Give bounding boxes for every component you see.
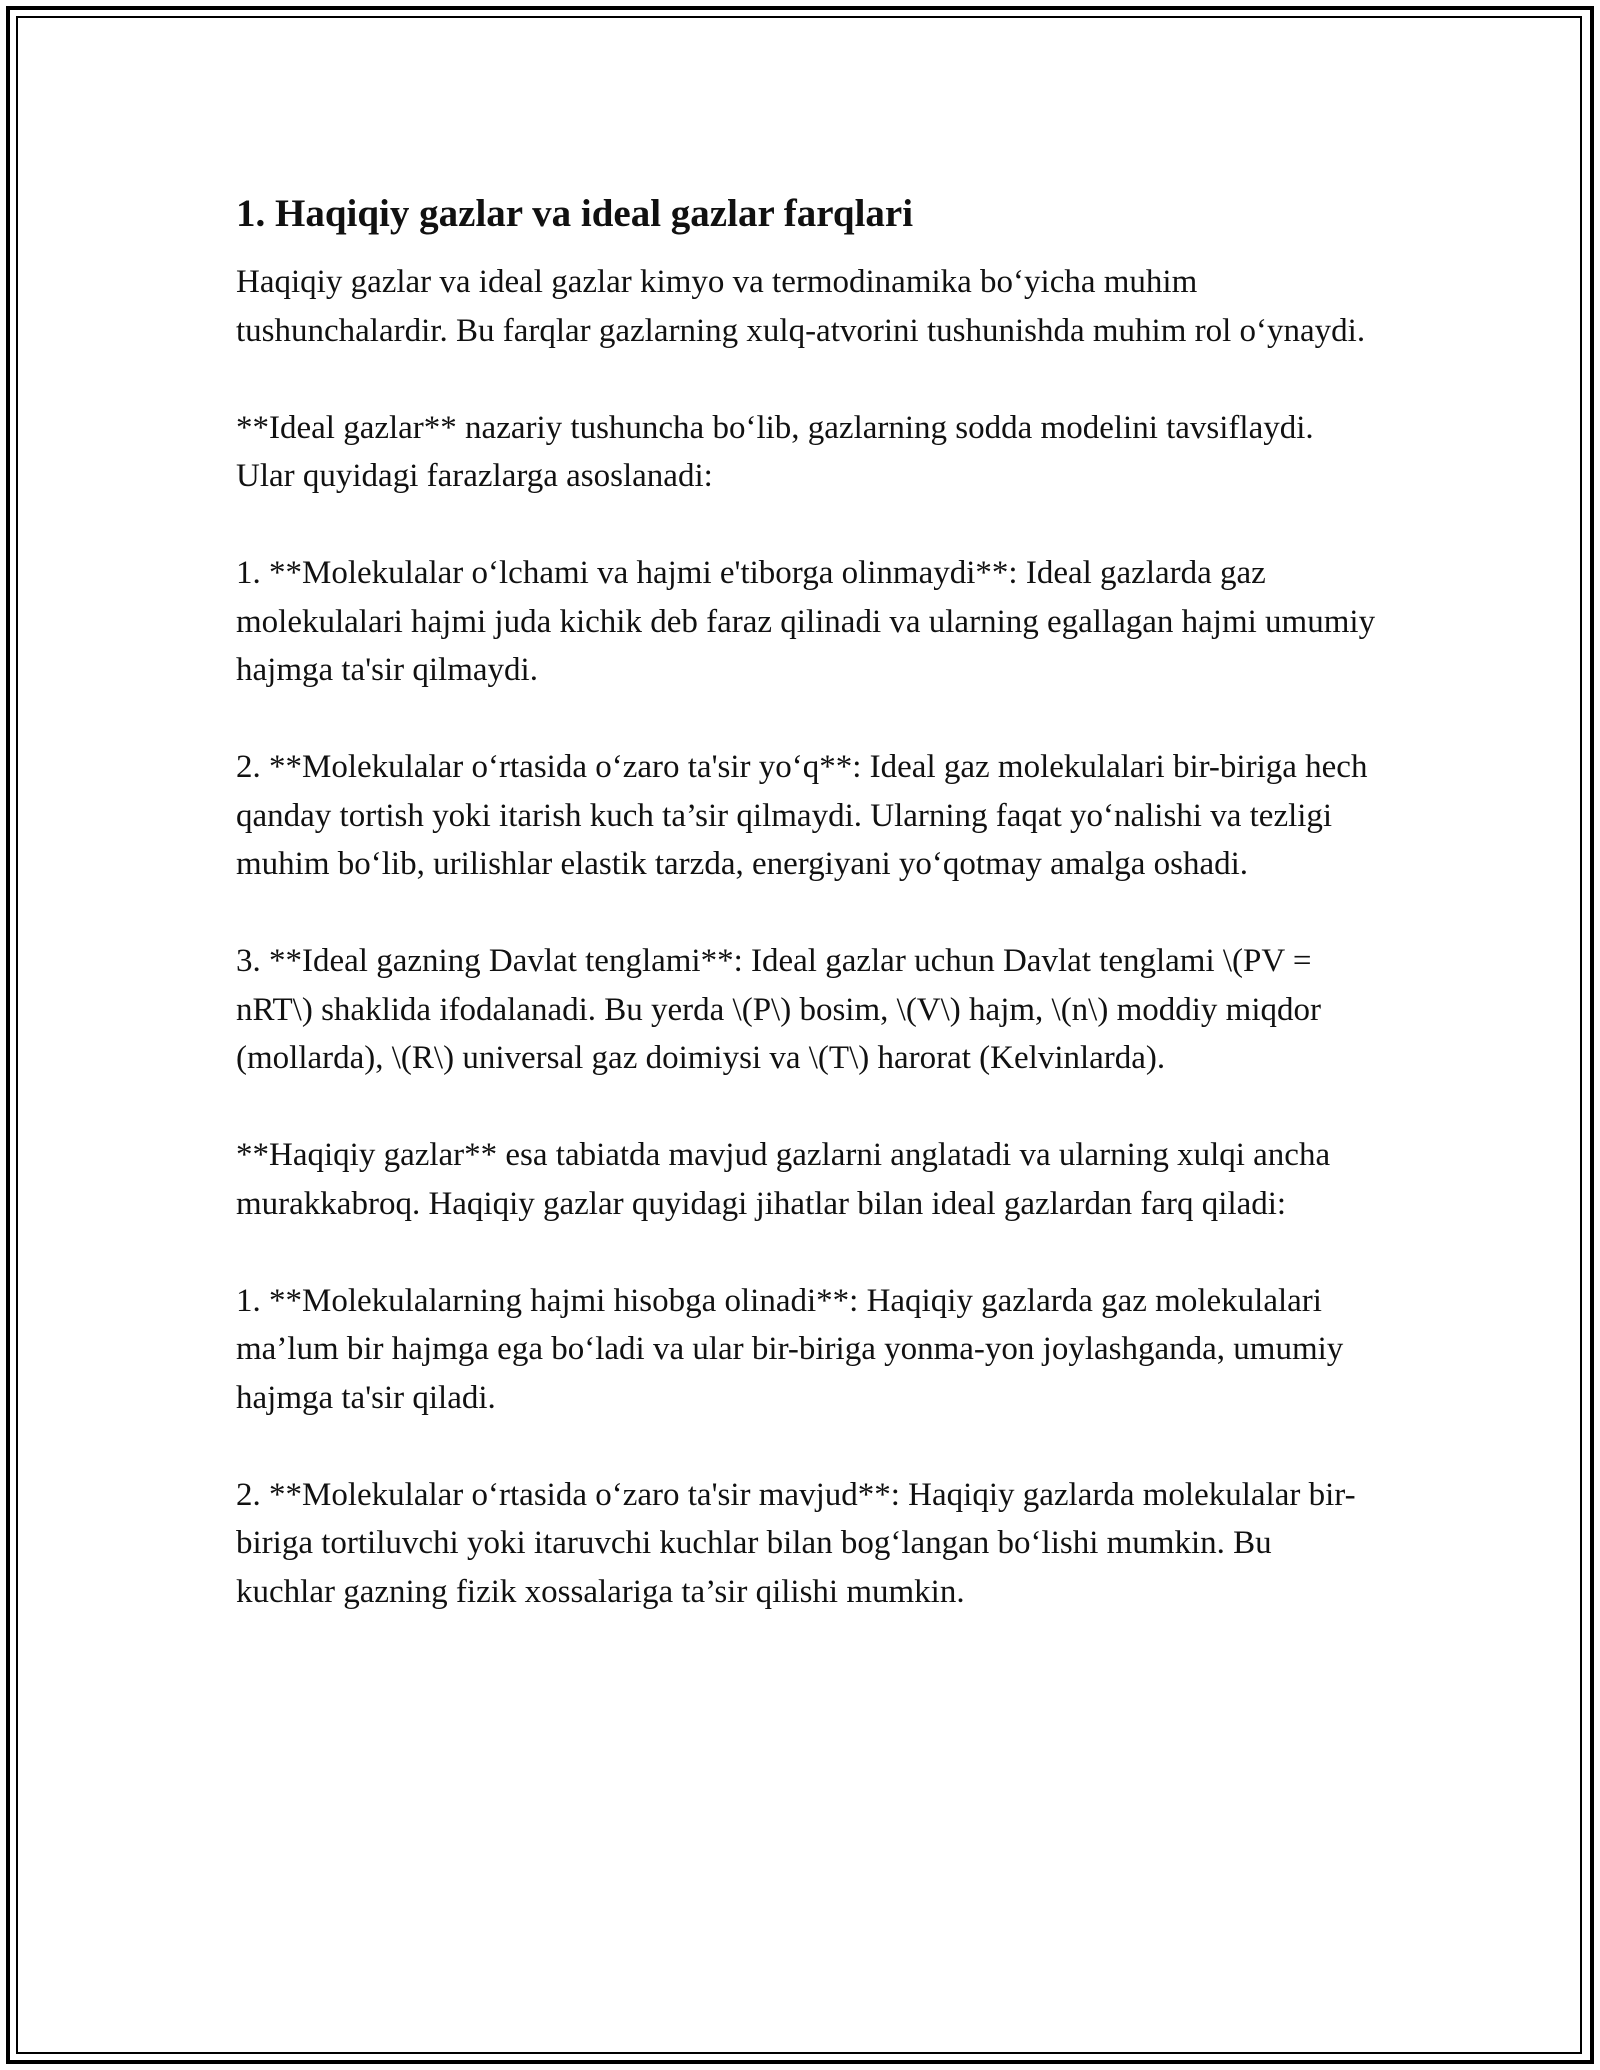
intro-paragraph: Haqiqiy gazlar va ideal gazlar kimyo va termodinamika bo‘yicha muhim tushunchalardir. Bu farqlar gazlarning xulq-atvorini tushunishda muhim rol o‘ynaydi. — [236, 264, 1366, 349]
ideal-point-3-paragraph: 3. **Ideal gazning Davlat tenglami**: Ideal gazlar uchun Davlat tenglami \(PV = nRT\) shaklida ifodalanadi. Bu yerda \(P\) bosim, \(V\) hajm, \(n\) moddiy miqdor (mollarda), \(R\) universal gaz doimiysi va \(T\) harorat (Kelvinlarda). — [236, 943, 1322, 1076]
ideal-point-2-paragraph: 2. **Molekulalar o‘rtasida o‘zaro ta'sir yo‘q**: Ideal gaz molekulalari bir-biriga hech qanday tortish yoki itarish kuch ta’sir qilmaydi. Ularning faqat yo‘nalishi va tezligi muhim bo‘lib, urilishlar elastik tarzda, energiyani yo‘qotmay amalga oshadi. — [236, 749, 1368, 882]
real-gases-intro-paragraph: **Haqiqiy gazlar** esa tabiatda mavjud gazlarni anglatadi va ularning xulqi ancha murakkabroq. Haqiqiy gazlar quyidagi jihatlar bilan ideal gazlardan farq qiladi: — [236, 1137, 1331, 1222]
ideal-gases-intro-paragraph: **Ideal gazlar** nazariy tushuncha bo‘lib, gazlarning sodda modelini tavsiflaydi. Ular quyidagi farazlarga asoslanadi: — [236, 409, 1314, 494]
ideal-point-1-paragraph: 1. **Molekulalar o‘lchami va hajmi e'tiborga olinmaydi**: Ideal gazlarda gaz molekulalari hajmi juda kichik deb faraz qilinadi va ularning egallagan hajmi umumiy hajmga ta'sir qilmaydi. — [236, 555, 1376, 688]
real-point-2-paragraph: 2. **Molekulalar o‘rtasida o‘zaro ta'sir mavjud**: Haqiqiy gazlarda molekulalar bir-biriga tortiluvchi yoki itaruvchi kuchlar bilan bog‘langan bo‘lishi mumkin. Bu kuchlar gazning fizik xossalariga ta’sir qilishi mumkin. — [236, 1476, 1356, 1610]
real-point-1-paragraph: 1. **Molekulalarning hajmi hisobga olinadi**: Haqiqiy gazlarda gaz molekulalari ma’lum bir hajmga ega bo‘ladi va ular bir-biriga yonma-yon joylashganda, umumiy hajmga ta'sir qiladi. — [236, 1282, 1344, 1416]
document-body — [236, 188, 1376, 1665]
document-heading: 1. Haqiqiy gazlar va ideal gazlar farqlari — [236, 192, 914, 235]
